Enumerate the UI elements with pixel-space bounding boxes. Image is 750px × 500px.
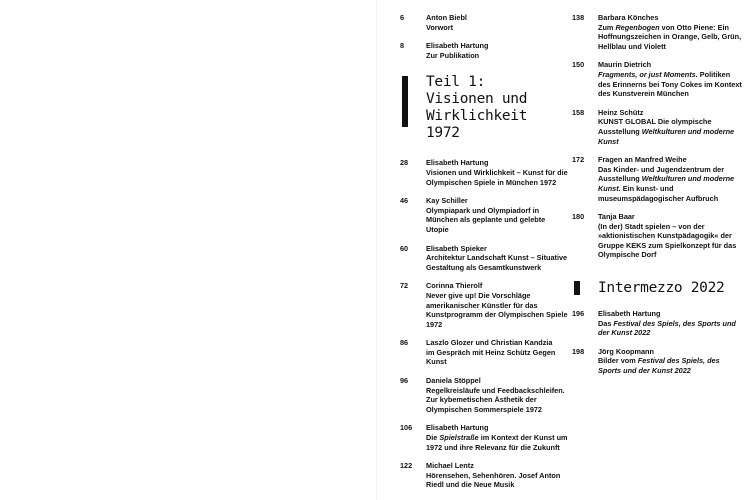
toc-entry <box>400 196 568 234</box>
toc-page-number: 180 <box>572 212 585 222</box>
toc-title-segment: von Otto Piene: Ein Hoffnungszeichen in Orange, Gelb, Grün, Hellblau und Violett <box>598 22 742 51</box>
toc-page-number: 172 <box>572 155 585 165</box>
toc-page-number: 106 <box>400 423 413 433</box>
toc-author: Corinna Thierolf <box>426 281 483 291</box>
toc-title <box>426 348 568 367</box>
toc-title-italic-segment: Festival des Spiels, des Sports und der Kunst 2022 <box>598 318 736 338</box>
toc-author: Kay Schiller <box>426 196 468 206</box>
toc-title-segment: Das <box>598 318 614 328</box>
toc-column-right <box>572 13 742 385</box>
toc-title <box>426 471 568 490</box>
toc-title <box>426 206 568 235</box>
toc-author: Michael Lentz <box>426 461 474 471</box>
toc-title-segment: Politiken des Erinnerns bei Tony Cokes im Kontext des Kunstverein München <box>598 69 742 99</box>
toc-group <box>400 158 568 490</box>
toc-author: Jörg Koopmann <box>598 346 654 356</box>
toc-entry <box>400 13 568 32</box>
toc-entry <box>572 212 742 260</box>
toc-page-number: 196 <box>572 309 585 319</box>
toc-title <box>426 386 568 415</box>
toc-author: Elisabeth Hartung <box>426 158 489 168</box>
toc-entry <box>400 461 568 490</box>
toc-title-segment: KUNST GLOBAL Die olympische Ausstellung <box>598 117 712 136</box>
toc-entry <box>400 376 568 414</box>
part-heading-intermezzo <box>572 280 742 297</box>
toc-page-number: 6 <box>400 13 405 22</box>
toc-title-segment: Zum <box>598 22 616 32</box>
page-gutter <box>376 0 377 500</box>
toc-title <box>598 222 742 260</box>
toc-page-number: 158 <box>572 107 585 117</box>
toc-title-segment: Regelkreisläufe und Feedbackschleifen. Zur kybemetischen Ästhetik der Olympischen Sommerspiele 1972 <box>426 385 565 414</box>
toc-title <box>426 433 568 452</box>
toc-author: Laszlo Glozer und Christian Kandzia <box>426 338 553 348</box>
toc-title-italic-segment: Regenbogen <box>615 22 660 32</box>
toc-title <box>426 253 568 272</box>
toc-title <box>426 168 568 187</box>
toc-title-segment: Hörensehen, Sehenhören. Josef Anton Riedl und die Neue Musik <box>426 470 561 490</box>
toc-title-segment: Olympiapark und Olympiadorf in München als geplante und gelebte Utopie <box>426 205 546 234</box>
part-title-line: Wirklichkeit 1972 <box>426 108 528 142</box>
toc-page-number: 138 <box>572 13 585 22</box>
toc-title-segment: Das Kinder- und Jugendzentrum der Ausstellung <box>598 164 725 184</box>
toc-entry <box>400 423 568 452</box>
toc-author: Elisabeth Hartung <box>426 423 489 433</box>
toc-page-number: 122 <box>400 461 413 471</box>
toc-title-segment: Die <box>426 433 440 443</box>
toc-page-number: 96 <box>400 376 409 386</box>
toc-entry <box>400 338 568 367</box>
toc-title <box>426 23 568 33</box>
toc-author: Tanja Baar <box>598 212 635 222</box>
toc-title <box>598 319 742 338</box>
toc-title-segment: im Kontext der Kunst um 1972 und ihre Relevanz für die Zukunft <box>426 433 568 452</box>
part-marker-bar <box>402 76 408 127</box>
toc-title-italic-segment: Spielstraße <box>439 433 479 443</box>
toc-page-number: 86 <box>400 338 409 348</box>
toc-author: Elisabeth Spieker <box>426 243 487 253</box>
toc-author: Heinz Schütz <box>598 107 644 117</box>
toc-entry <box>572 108 742 146</box>
toc-author: Maurin Dietrich <box>598 60 652 70</box>
toc-group <box>572 13 742 260</box>
toc-page-number: 46 <box>400 196 409 206</box>
toc-entry <box>572 347 742 376</box>
toc-entry <box>572 309 742 338</box>
toc-page-number: 198 <box>572 346 585 356</box>
toc-author: Elisabeth Hartung <box>426 41 489 51</box>
toc-author: Daniela Stöppel <box>426 376 481 386</box>
toc-page-number: 72 <box>400 281 409 291</box>
toc-entry <box>572 60 742 98</box>
toc-entry <box>400 158 568 187</box>
toc-title <box>598 165 742 203</box>
toc-title-italic-segment: Weltkulturen und moderne Kunst <box>598 126 735 146</box>
part-title-line: Visionen und <box>426 91 528 108</box>
toc-title <box>598 117 742 146</box>
toc-author: Fragen an Manfred Weihe <box>598 155 687 165</box>
part-heading-teil-1 <box>400 74 568 142</box>
toc-group <box>572 309 742 376</box>
toc-author: Anton Biebl <box>426 13 467 22</box>
toc-title-segment: Bilder vom <box>598 356 638 366</box>
toc-group <box>400 13 568 60</box>
toc-title <box>598 356 742 375</box>
part-title: Intermezzo 2022 <box>598 280 725 297</box>
toc-entry <box>400 281 568 329</box>
toc-title-segment: Architektur Landschaft Kunst – Situative Gestaltung als Gesamtkunstwerk <box>426 253 568 272</box>
toc-author: Elisabeth Hartung <box>598 309 661 319</box>
toc-author: Barbara Könches <box>598 13 659 22</box>
toc-page-number: 150 <box>572 60 585 70</box>
toc-title-segment: Zur Publikation <box>426 50 480 60</box>
toc-page-number: 60 <box>400 243 409 253</box>
toc-title-segment: Visionen und Wirklichkeit – Kunst für die Olympischen Spiele in München 1972 <box>426 167 568 187</box>
toc-entry <box>400 244 568 273</box>
toc-title <box>598 70 742 99</box>
toc-title-italic-segment: Weltkulturen und moderne Kunst. <box>598 174 735 193</box>
toc-title <box>426 291 568 329</box>
toc-title-segment: Ein kunst- und museumspädagogischer Aufbruch <box>598 183 719 203</box>
toc-entry <box>400 41 568 60</box>
toc-title-segment: Never give up! Die Vorschläge amerikanischer Künstler für das Kunstprogramm der Olympischen Spiele 1972 <box>426 290 568 329</box>
toc-title-segment: (In der) Stadt spielen – von der »aktionistischen Kunstpädagogik« der Gruppe KEKS zum Spielkonzept für das Olympische Dorf <box>598 221 737 260</box>
toc-title <box>426 51 568 61</box>
toc-entry <box>572 155 742 203</box>
toc-page-number: 28 <box>400 158 409 168</box>
toc-title <box>598 23 742 52</box>
toc-title-segment: im Gespräch mit Heinz Schütz Gegen Kunst <box>426 347 556 367</box>
part-marker-bar <box>574 281 580 295</box>
toc-title-italic-segment: Fragments, or just Moments. <box>598 69 698 79</box>
toc-title-italic-segment: Festival des Spiels, des Sports und der Kunst 2022 <box>598 356 720 376</box>
toc-entry <box>572 13 742 51</box>
toc-title-segment: Vorwort <box>426 22 454 32</box>
part-title-line: Teil 1: <box>426 74 486 91</box>
toc-column-left <box>400 13 568 499</box>
toc-page-number: 8 <box>400 41 405 51</box>
